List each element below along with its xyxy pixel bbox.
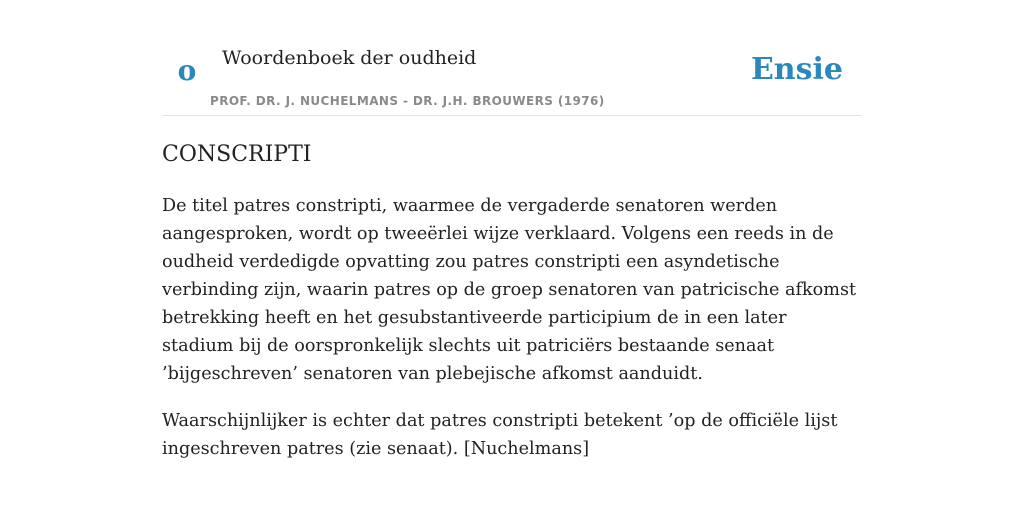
- letter-badge: o: [177, 54, 197, 87]
- entry-body: [162, 192, 862, 482]
- entry-term: CONSCRIPTI: [162, 142, 312, 167]
- entry-paragraph: Waarschijnlijker is echter dat patres constripti betekent ’op de officiële lijst ingeschreven patres (zie senaat). [Nuchelmans]: [162, 411, 838, 459]
- ensie-logo[interactable]: Ensie: [750, 52, 843, 87]
- page: [162, 0, 862, 512]
- entry-paragraph: De titel patres constripti, waarmee de vergaderde senatoren werden aangesproken, wordt op tweeërlei wijze verklaard. Volgens een reeds in de oudheid verdedigde opvatting zou patres constripti een asyndetische verbinding zijn, waarin patres op de groep senatoren van patricische afkomst betrekking heeft en het gesubstantiveerde participium de in een later stadium bij de oorspronkelijk slechts uit patriciërs bestaande senaat ’bijgeschreven’ senatoren van plebejische afkomst aanduidt.: [162, 196, 857, 384]
- book-authors: PROF. DR. J. NUCHELMANS - DR. J.H. BROUWERS (1976): [210, 94, 605, 108]
- book-title[interactable]: Woordenboek der oudheid: [222, 47, 477, 69]
- dictionary-header: [162, 0, 862, 116]
